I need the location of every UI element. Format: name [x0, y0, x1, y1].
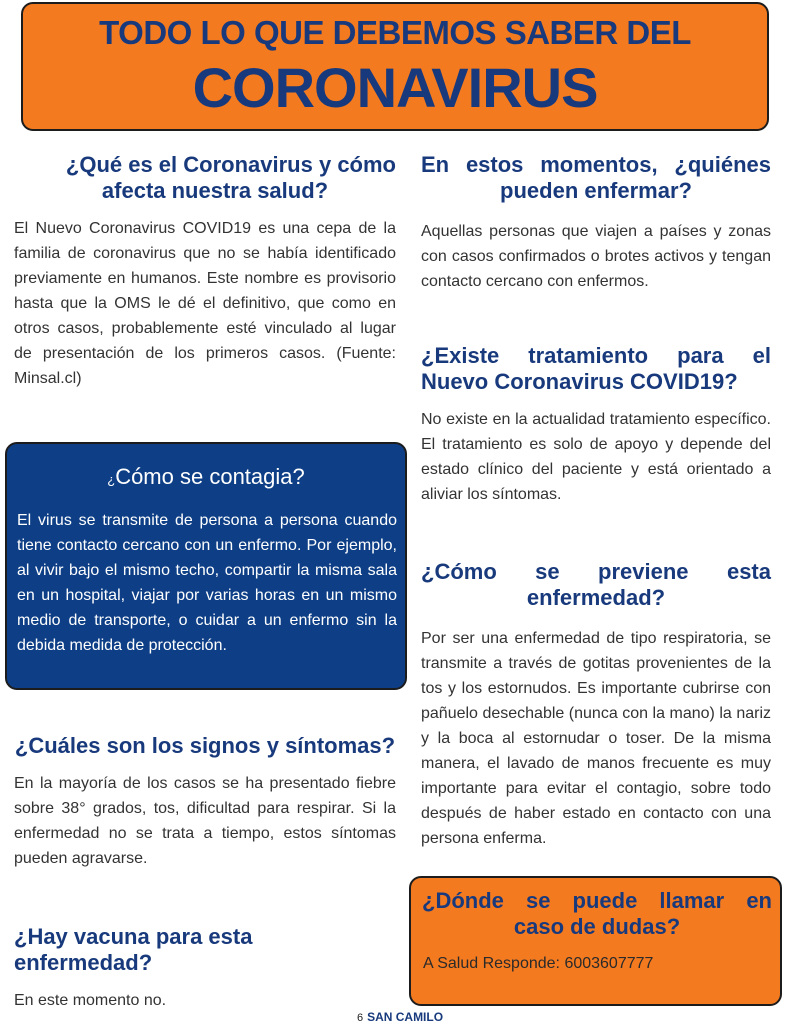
- section-vacuna-body: En este momento no.: [14, 992, 167, 1009]
- section-tratamiento: [421, 343, 771, 507]
- section-que-es-title: ¿Qué es el Coronavirus y cómo afecta nuestra salud?: [65, 152, 396, 203]
- footer-brand: SAN CAMILO: [367, 1010, 444, 1024]
- section-que-es: [14, 152, 396, 391]
- page-number: 6: [356, 1012, 364, 1024]
- section-quienes-title: En estos momentos, ¿quiénes pueden enfermar?: [421, 152, 771, 203]
- section-que-es-body: El Nuevo Coronavirus COVID19 es una cepa de la familia de coronavirus que no se había identificado previamente en humanos. Este nombre es provisorio hasta que la OMS le dé el definitivo, que como en otros casos, probablemente esté vinculado al lugar de presentación de los primeros casos. (Fuente: Minsal.cl): [14, 220, 396, 387]
- section-previene-title: ¿Cómo se previene esta enfermedad?: [421, 559, 771, 610]
- section-vacuna: [14, 924, 396, 1013]
- banner-title-line2: CORONAVIRUS: [192, 56, 598, 119]
- section-sintomas: [14, 733, 396, 871]
- banner-title-line1: TODO LO QUE DEBEMOS SABER DEL: [99, 14, 691, 51]
- salud-responde-phone: A Salud Responde: 6003607777: [423, 955, 654, 972]
- section-quienes-body: Aquellas personas que viajen a países y zonas con casos confirmados o brotes activos y tengan contacto cercano con enfermos.: [421, 223, 771, 290]
- section-previene-body: Por ser una enfermedad de tipo respiratoria, se transmite a través de gotitas provenientes de la tos y los estornudos. Es importante cubrirse con pañuelo desechable (nunca con la mano) la nariz y la boca al estornudar o toser. De la misma manera, el lavado de manos frecuente es muy importante para evitar el contagio, sobre todo después de haber estado en contacto con una persona enferma.: [421, 630, 771, 847]
- section-vacuna-title: ¿Hay vacuna para esta enfermedad?: [14, 924, 253, 975]
- section-contagio-box: [5, 442, 407, 690]
- title-banner: [21, 2, 769, 131]
- section-llamar-box: [409, 876, 782, 1006]
- section-llamar-title: ¿Dónde se puede llamar en caso de dudas?: [422, 888, 772, 939]
- section-tratamiento-title: ¿Existe tratamiento para el Nuevo Coronavirus COVID19?: [421, 343, 771, 394]
- section-sintomas-body: En la mayoría de los casos se ha presentado fiebre sobre 38° grados, tos, dificultad para respirar. Si la enfermedad no se trata a tiempo, estos síntomas pueden agravarse.: [14, 775, 396, 867]
- section-quienes: [421, 152, 771, 294]
- section-contagio-body: El virus se transmite de persona a persona cuando tiene contacto cercano con un enfermo. Por ejemplo, al vivir bajo el mismo techo, compartir la misma sala en un hospital, viajar por varias horas en un mismo medio de transporte, o cuidar a un enfermo sin la debida medida de protección.: [17, 512, 397, 654]
- section-previene: [421, 559, 771, 851]
- section-contagio-title: ¿Cómo se contagia?: [107, 464, 305, 489]
- section-tratamiento-body: No existe en la actualidad tratamiento específico. El tratamiento es solo de apoyo y depende del estado clínico del paciente y está orientado a aliviar los síntomas.: [421, 411, 771, 503]
- page-footer: [0, 1010, 800, 1024]
- section-sintomas-title: ¿Cuáles son los signos y síntomas?: [14, 733, 396, 758]
